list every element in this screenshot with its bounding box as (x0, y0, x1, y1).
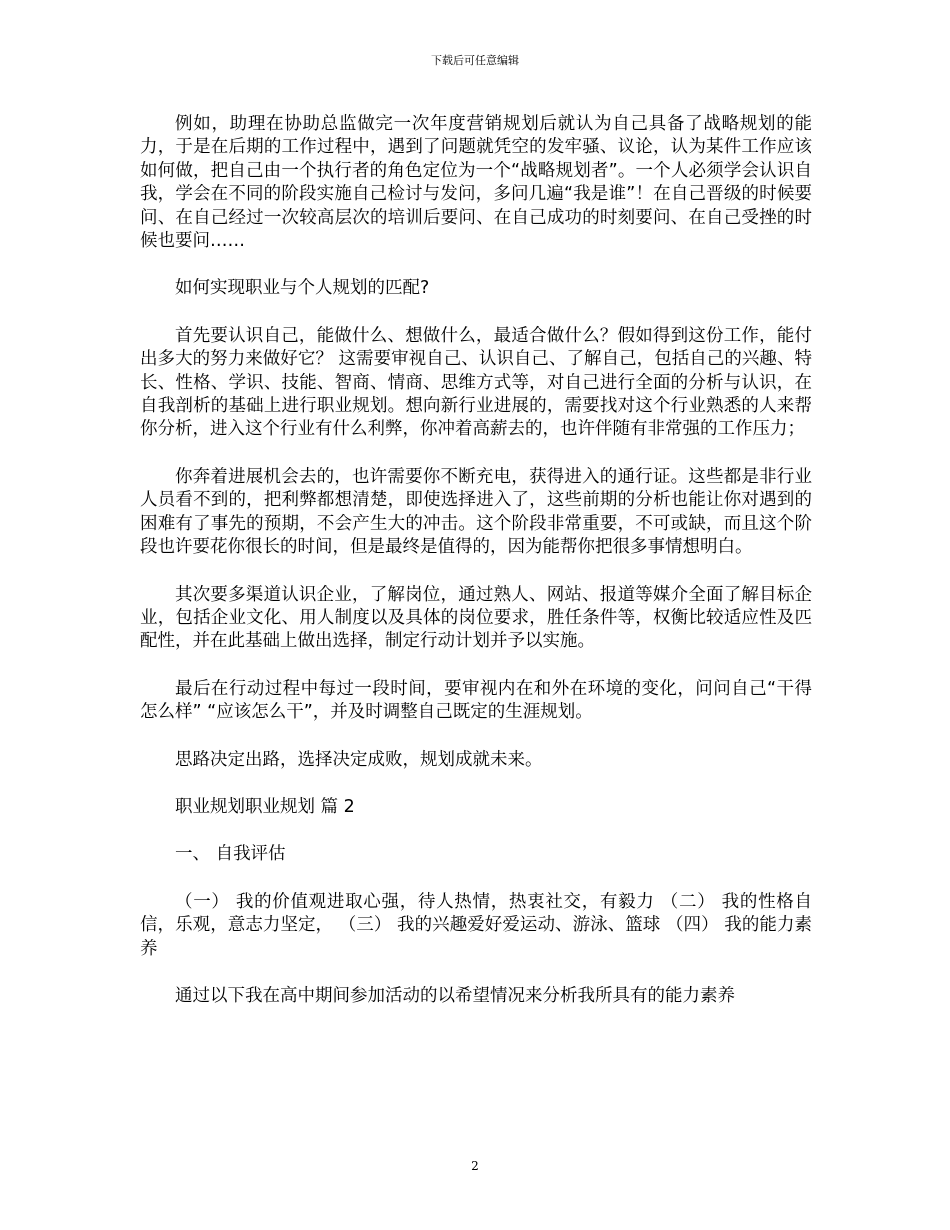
paragraph-motto: 思路决定出路，选择决定成败，规划成就未来。 (175, 749, 543, 770)
page-number: 2 (471, 1159, 479, 1173)
paragraph-self-awareness-example: 例如，助理在协助总监做完一次年度营销规划后就认为自己具备了战略规划的能力，于是在后期的工作过程中，遇到了问题就凭空的发牢骚、议论，认为某件工作应该如何做，把自己由一个执行者的角色定位为一个“战略规划者”。一个人必须学会认识自我，学会在不同的阶段实施自己检讨与发问，多问几遍“我是谁”！在自己晋级的时候要问、在自己经过一次较高层次的培训后要问、在自己成功的时刻要问、在自己受挫的时候也要问…… (140, 114, 812, 252)
subsection-title-self-assessment: 一、 自我评估 (175, 844, 286, 865)
paragraph-development-opportunity: 你奔着进展机会去的，也许需要你不断充电，获得进入的通行证。这些都是非行业人员看不到的，把利弊都想清楚，即使选择进入了，这些前期的分析也能让你对遇到的困难有了事先的预期，不会产生大的冲击。这个阶段非常重要，不可或缺，而且这个阶段也许要花你很长的时间，但是最终是值得的，因为能帮你把很多事情想明白。 (140, 466, 812, 558)
paragraph-ability-analysis: 通过以下我在高中期间参加活动的以希望情况来分析我所具有的能力素养 (175, 985, 735, 1006)
paragraph-know-yourself: 首先要认识自己，能做什么、想做什么，最适合做什么？假如得到这份工作，能付出多大的努力来做好它？ 这需要审视自己、认识自己、了解自己，包括自己的兴趣、特长、性格、学识、技能、智商、情商、思维方式等，对自己进行全面的分析与认识，在自我剖析的基础上进行职业规划。想向新行业进展的，需要找对这个行业熟悉的人来帮你分析，进入这个行业有什么利弊，你冲着高薪去的，也许伴随有非常强的工作压力； (140, 325, 812, 440)
paragraph-question-heading: 如何实现职业与个人规划的匹配? (175, 278, 430, 299)
document-body (140, 113, 812, 1032)
section-title: 职业规划职业规划 篇 2 (175, 796, 355, 817)
page-header: 下载后可任意编辑 (431, 54, 519, 67)
paragraph-values-personality: （一） 我的价值观进取心强，待人热情，热衷社交，有毅力 （二） 我的性格自信，乐观，意志力坚定， （三） 我的兴趣爱好爱运动、游泳、篮球 （四） 我的能力素养 (140, 891, 812, 959)
paragraph-adjust-plan: 最后在行动过程中每过一段时间，要审视内在和外在环境的变化，问问自己“干得怎么样” “应该怎么干”，并及时调整自己既定的生涯规划。 (140, 678, 812, 723)
paragraph-know-enterprise: 其次要多渠道认识企业，了解岗位，通过熟人、网站、报道等媒介全面了解目标企业，包括企业文化、用人制度以及具体的岗位要求，胜任条件等，权衡比较适应性及匹配性，并在此基础上做出选择，制定行动计划并予以实施。 (140, 584, 812, 652)
